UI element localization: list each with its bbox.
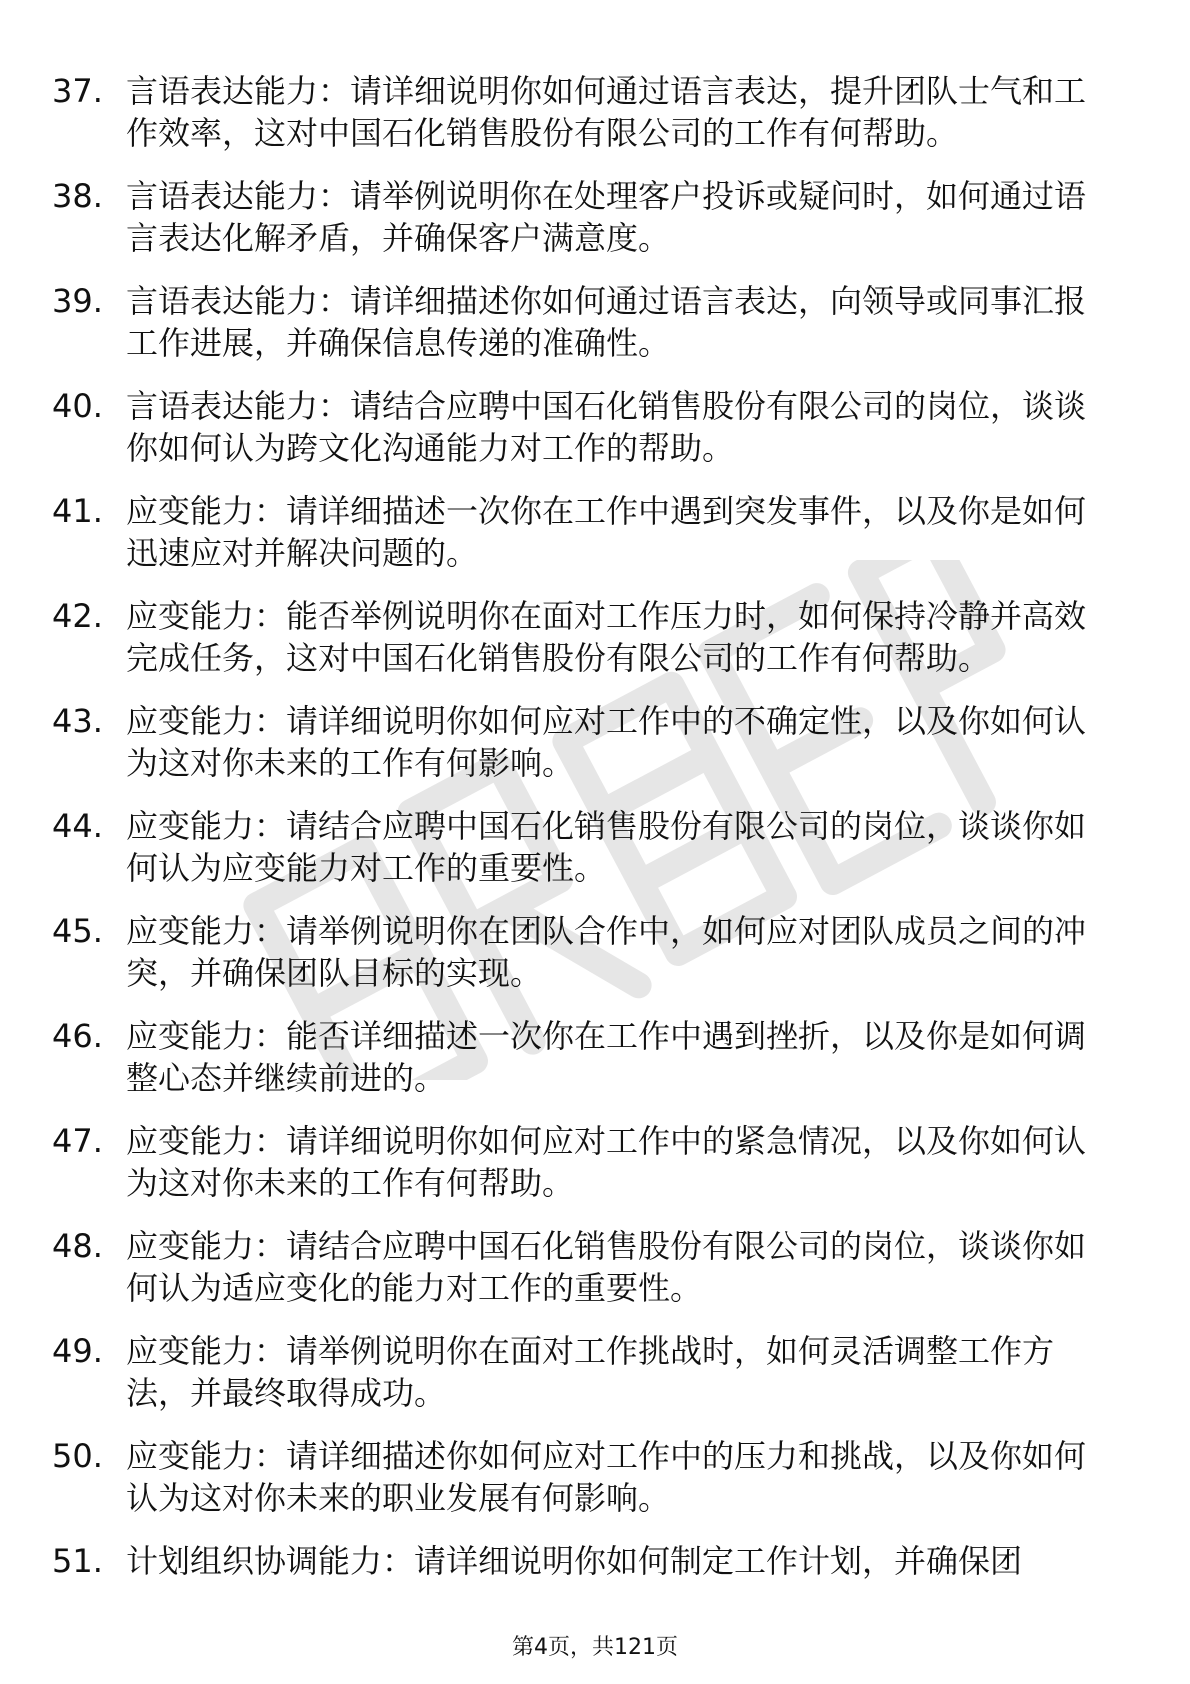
question-item-49 <box>52 1330 1112 1414</box>
question-text: 应变能力：请举例说明你在面对工作挑战时，如何灵活调整工作方法，并最终取得成功。 <box>126 1332 1055 1412</box>
question-number: 37. <box>52 72 103 110</box>
question-item-51 <box>52 1540 1112 1582</box>
page-number-footer: 第4页，共121页 <box>512 1635 678 1660</box>
question-number: 49. <box>52 1332 103 1370</box>
question-number: 47. <box>52 1122 103 1160</box>
question-text: 计划组织协调能力：请详细说明你如何制定工作计划，并确保团 <box>126 1542 1023 1580</box>
question-number: 48. <box>52 1227 103 1265</box>
question-number: 42. <box>52 597 103 635</box>
question-number: 50. <box>52 1437 103 1475</box>
question-text: 应变能力：请详细描述你如何应对工作中的压力和挑战，以及你如何认为这对你未来的职业发展有何影响。 <box>126 1437 1087 1517</box>
question-item-46 <box>52 1015 1112 1099</box>
question-item-44 <box>52 805 1112 889</box>
question-text: 言语表达能力：请详细描述你如何通过语言表达，向领导或同事汇报工作进展，并确保信息传递的准确性。 <box>126 282 1087 362</box>
question-item-41 <box>52 490 1112 574</box>
question-item-40 <box>52 385 1112 469</box>
question-text: 应变能力：请结合应聘中国石化销售股份有限公司的岗位，谈谈你如何认为应变能力对工作的重要性。 <box>126 807 1087 887</box>
question-text: 言语表达能力：请结合应聘中国石化销售股份有限公司的岗位，谈谈你如何认为跨文化沟通能力对工作的帮助。 <box>126 387 1087 467</box>
question-number: 51. <box>52 1542 103 1580</box>
question-text: 应变能力：请结合应聘中国石化销售股份有限公司的岗位，谈谈你如何认为适应变化的能力对工作的重要性。 <box>126 1227 1087 1307</box>
question-number: 39. <box>52 282 103 320</box>
question-number: 44. <box>52 807 103 845</box>
question-text: 言语表达能力：请详细说明你如何通过语言表达，提升团队士气和工作效率，这对中国石化销售股份有限公司的工作有何帮助。 <box>126 72 1087 152</box>
question-text: 应变能力：请详细说明你如何应对工作中的紧急情况，以及你如何认为这对你未来的工作有何帮助。 <box>126 1122 1087 1202</box>
question-number: 38. <box>52 177 103 215</box>
question-item-42 <box>52 595 1112 679</box>
question-item-50 <box>52 1435 1112 1519</box>
question-text: 应变能力：能否详细描述一次你在工作中遇到挫折，以及你是如何调整心态并继续前进的。 <box>126 1017 1087 1097</box>
question-text: 应变能力：能否举例说明你在面对工作压力时，如何保持冷静并高效完成任务，这对中国石化销售股份有限公司的工作有何帮助。 <box>126 597 1087 677</box>
question-number: 40. <box>52 387 103 425</box>
question-number: 41. <box>52 492 103 530</box>
question-item-45 <box>52 910 1112 994</box>
question-item-38 <box>52 175 1112 259</box>
question-item-43 <box>52 700 1112 784</box>
question-text: 言语表达能力：请举例说明你在处理客户投诉或疑问时，如何通过语言表达化解矛盾，并确保客户满意度。 <box>126 177 1087 257</box>
question-list <box>52 70 1112 1582</box>
question-text: 应变能力：请详细描述一次你在工作中遇到突发事件，以及你是如何迅速应对并解决问题的。 <box>126 492 1087 572</box>
question-item-37 <box>52 70 1112 154</box>
question-number: 46. <box>52 1017 103 1055</box>
question-number: 43. <box>52 702 103 740</box>
question-text: 应变能力：请举例说明你在团队合作中，如何应对团队成员之间的冲突，并确保团队目标的实现。 <box>126 912 1087 992</box>
question-item-48 <box>52 1225 1112 1309</box>
question-item-39 <box>52 280 1112 364</box>
question-text: 应变能力：请详细说明你如何应对工作中的不确定性，以及你如何认为这对你未来的工作有何影响。 <box>126 702 1087 782</box>
question-item-47 <box>52 1120 1112 1204</box>
question-number: 45. <box>52 912 103 950</box>
